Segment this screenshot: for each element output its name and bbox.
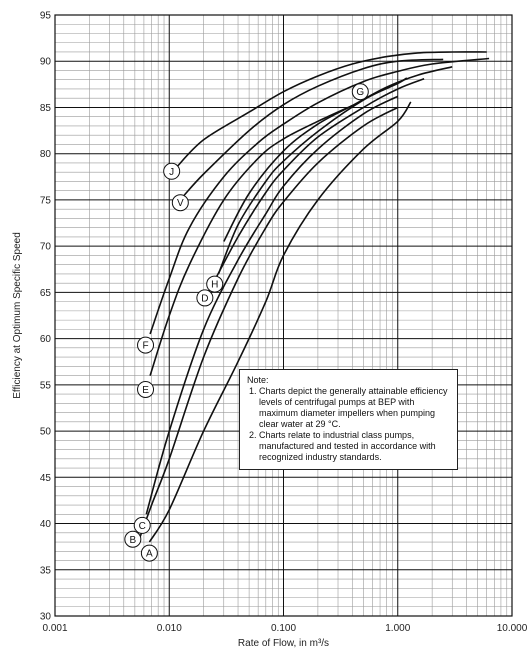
curve-label-H: H <box>211 279 219 291</box>
note-title: Note: <box>247 375 269 385</box>
y-tick-label: 40 <box>39 519 51 531</box>
curve-label-G: G <box>356 87 365 99</box>
y-tick-label: 85 <box>39 102 51 114</box>
y-tick-label: 80 <box>39 149 51 161</box>
note-box <box>239 369 458 470</box>
curve-label-D: D <box>201 293 209 305</box>
x-tick-label: 0.010 <box>156 623 182 634</box>
curve-label-F: F <box>142 340 149 352</box>
y-tick-label: 60 <box>39 334 51 346</box>
curve-A <box>149 102 410 542</box>
y-tick-label: 50 <box>39 426 51 438</box>
y-tick-label: 65 <box>39 287 51 299</box>
x-tick-label: 1.000 <box>385 623 411 634</box>
x-tick-label: 0.001 <box>42 623 68 634</box>
y-tick-label: 70 <box>39 241 51 253</box>
x-tick-label: 0.100 <box>270 623 297 634</box>
curve-label-B: B <box>129 534 137 546</box>
curve-label-V: V <box>176 198 184 210</box>
y-tick-label: 45 <box>39 472 51 484</box>
note-item: 2. Charts relate to industrial class pumps, manufactured and tested in accordance with recognized industry standards. <box>259 430 451 463</box>
x-tick-label: 10.000 <box>496 623 528 634</box>
y-tick-label: 75 <box>39 195 51 207</box>
y-tick-label: 55 <box>39 380 51 392</box>
y-tick-label: 95 <box>39 10 51 22</box>
y-tick-label: 90 <box>39 56 51 68</box>
x-axis-label: Rate of Flow, in m³/s <box>237 638 330 649</box>
y-axis-label: Efficiency at Optimum Specific Speed <box>12 232 23 399</box>
note-item: 1. Charts depict the generally attainable efficiency levels of centrifugal pumps at BEP with maximum diameter impellers when pumping clear water at 29 °C. <box>259 386 451 430</box>
curve-label-C: C <box>138 520 146 532</box>
curve-label-A: A <box>146 548 153 560</box>
curve-labels <box>125 84 368 561</box>
curve-label-J: J <box>169 166 175 178</box>
y-tick-label: 30 <box>39 611 51 623</box>
curve-label-E: E <box>142 384 149 396</box>
y-tick-label: 35 <box>39 565 51 577</box>
note-list <box>247 386 451 463</box>
